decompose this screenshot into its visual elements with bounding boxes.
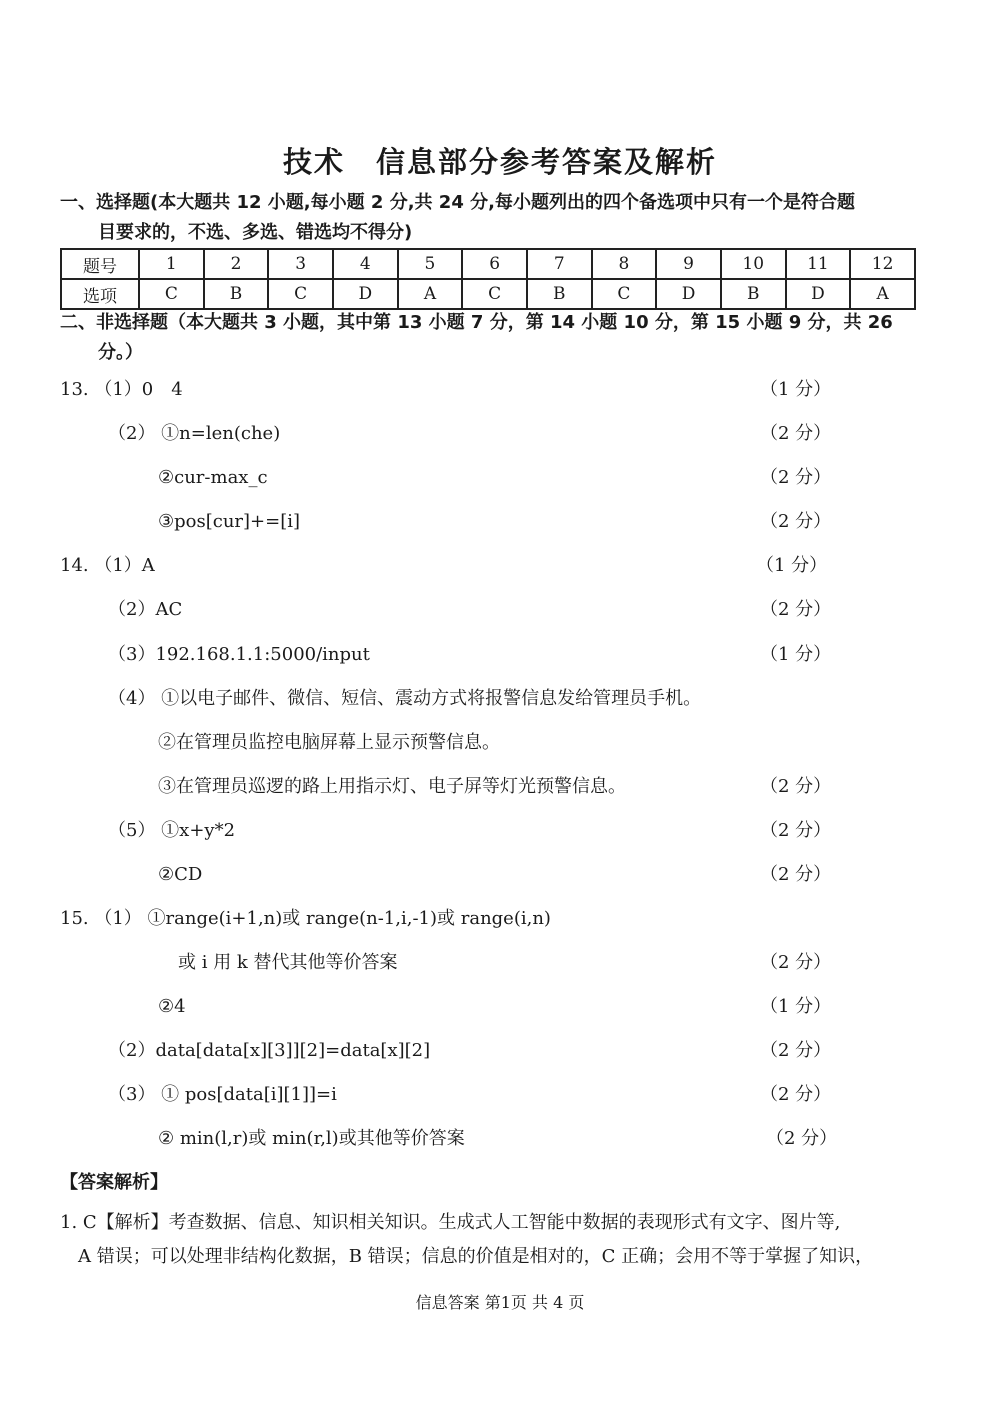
answer-line-text: （3）192.168.1.1:5000/input: [108, 644, 370, 665]
answer-line-score: （2 分）: [766, 1128, 838, 1149]
table-cell: 1: [139, 249, 204, 279]
answer-line-score: （2 分）: [760, 423, 832, 444]
answer-table-number-row: [61, 249, 915, 279]
table-row-label: 选项: [61, 279, 139, 309]
answer-line-text: （5） ①x+y*2: [108, 820, 236, 841]
table-cell: D: [333, 279, 398, 309]
table-cell: 6: [462, 249, 527, 279]
answer-line-score: （2 分）: [760, 467, 832, 488]
table-cell: 3: [268, 249, 333, 279]
table-cell: A: [850, 279, 915, 309]
answer-line-text: 14. （1）A: [60, 555, 155, 576]
answer-line-score: （2 分）: [760, 864, 832, 885]
answer-line-score: （2 分）: [760, 820, 832, 841]
table-cell: C: [268, 279, 333, 309]
table-cell: A: [398, 279, 463, 309]
table-cell: C: [139, 279, 204, 309]
answer-line-score: （1 分）: [760, 644, 832, 665]
answer-line-score: （2 分）: [760, 511, 832, 532]
section-two-line1: 二、非选择题（本大题共 3 小题，其中第 13 小题 7 分，第 14 小题 10 分，第 15 小题 9 分，共 26: [60, 312, 893, 333]
answer-line-score: （2 分）: [760, 1084, 832, 1105]
table-cell: 4: [333, 249, 398, 279]
answer-line-score: （2 分）: [760, 1040, 832, 1061]
table-cell: 10: [721, 249, 786, 279]
table-cell: B: [721, 279, 786, 309]
table-cell: C: [462, 279, 527, 309]
answer-table-option-row: [61, 279, 915, 309]
page-footer: 信息答案 第1页 共 4 页: [415, 1293, 585, 1312]
answer-line-text: ②在管理员监控电脑屏幕上显示预警信息。: [158, 732, 500, 753]
section-one-line2: 目要求的，不选、多选、错选均不得分): [98, 222, 413, 243]
table-cell: 5: [398, 249, 463, 279]
answer-line-text: ②CD: [158, 864, 203, 885]
answer-line-text: （2）AC: [108, 599, 183, 620]
table-cell: 8: [592, 249, 657, 279]
answer-line-score: （1 分）: [760, 379, 832, 400]
table-cell: 2: [204, 249, 269, 279]
table-cell: 12: [850, 249, 915, 279]
analysis-line1: 1. C【解析】考查数据、信息、知识相关知识。生成式人工智能中数据的表现形式有文字、图片等,: [60, 1212, 841, 1233]
answer-line-text: （3） ① pos[data[i][1]]=i: [108, 1084, 337, 1105]
answer-line-text: ③在管理员巡逻的路上用指示灯、电子屏等灯光预警信息。: [158, 776, 626, 797]
analysis-line2: A 错误；可以处理非结构化数据，B 错误；信息的价值是相对的，C 正确；会用不等于掌握了知识，: [78, 1246, 874, 1267]
table-cell: 7: [527, 249, 592, 279]
answer-line-text: 15. （1） ①range(i+1,n)或 range(n-1,i,-1)或 range(i,n): [60, 908, 551, 929]
table-cell: 11: [786, 249, 851, 279]
page-title: 技术 信息部分参考答案及解析: [282, 145, 717, 179]
answer-table: [60, 248, 916, 310]
answer-line-text: （2） ①n=len(che): [108, 423, 281, 444]
table-cell: B: [527, 279, 592, 309]
answer-line-score: （1 分）: [760, 996, 832, 1017]
table-cell: B: [204, 279, 269, 309]
answer-line-text: 13. （1）0 4: [60, 379, 183, 400]
analysis-paragraph: [60, 1206, 920, 1274]
answer-line-text: ②cur-max_c: [158, 467, 268, 488]
answer-line-score: （1 分）: [756, 555, 828, 576]
answer-line-text: （2）data[data[x][3]][2]=data[x][2]: [108, 1040, 431, 1061]
section-one-line1: 一、选择题(本大题共 12 小题,每小题 2 分,共 24 分,每小题列出的四个备选项中只有一个是符合题: [60, 192, 855, 213]
table-row-label: 题号: [61, 249, 139, 279]
answer-line-text: ②4: [158, 996, 186, 1017]
table-cell: D: [656, 279, 721, 309]
answer-line-text: （4） ①以电子邮件、微信、短信、震动方式将报警信息发给管理员手机。: [108, 688, 702, 709]
table-cell: 9: [656, 249, 721, 279]
answer-line-text: ③pos[cur]+=[i]: [158, 511, 301, 532]
section-two-line2: 分。）: [98, 342, 143, 363]
table-cell: C: [592, 279, 657, 309]
table-cell: D: [786, 279, 851, 309]
answer-line-text: ② min(l,r)或 min(r,l)或其他等价答案: [158, 1128, 465, 1149]
answer-line-score: （2 分）: [760, 776, 832, 797]
answer-line-score: （2 分）: [760, 952, 832, 973]
answer-line-score: （2 分）: [760, 599, 832, 620]
answer-line-text: 或 i 用 k 替代其他等价答案: [178, 952, 398, 973]
section-one-heading: [60, 188, 930, 248]
section-two-heading: [60, 308, 930, 368]
analysis-heading: 【答案解析】: [60, 1172, 168, 1193]
